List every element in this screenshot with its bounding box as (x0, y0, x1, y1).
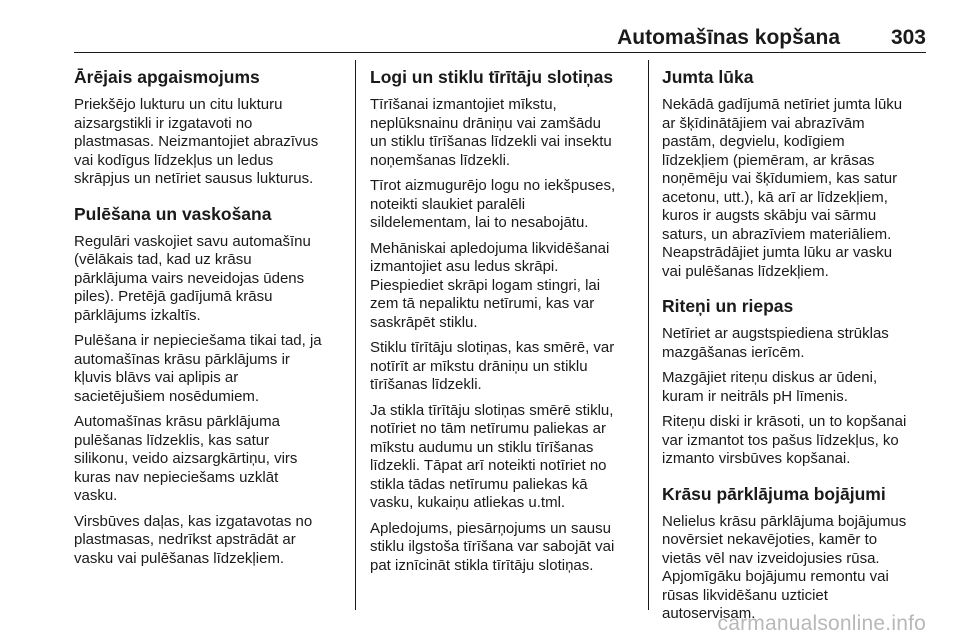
paragraph: Mehāniskai apledojuma likvidēšanai izmantojiet asu ledus skrāpi. Piespiediet skrāpi logam stingri, lai zem tā nepaliktu netīrumi, kas var saskrāpēt stiklu. (370, 239, 610, 331)
page-header (74, 0, 926, 53)
section-heading-windows-wipers: Logi un stiklu tīrītāju slotiņas (370, 67, 614, 87)
paragraph: Virsbūves daļas, kas izgatavotas no plastmasas, nedrīkst apstrādāt ar vasku vai pulēšanas līdzekļiem. (74, 512, 313, 567)
paragraph: Apledojums, piesārņojums un sausu stiklu ilgstoša tīrīšana var sabojāt vai pat iznīcināt stikla tīrītāju slotiņas. (370, 519, 615, 574)
column-divider (355, 60, 356, 610)
section-heading-exterior-lights: Ārējais apgaismojums (74, 67, 260, 87)
section-heading-polishing-waxing: Pulēšana un vaskošana (74, 203, 272, 224)
paragraph: Mazgājiet riteņu diskus ar ūdeni, kuram ir neitrāls pH līmenis. (662, 369, 878, 405)
column-right (662, 60, 926, 622)
paragraph: Tīrīšanai izmantojiet mīkstu, neplūksnainu drāniņu vai zamšādu un stiklu tīrīšanas līdzekli vai insektu noņemšanas līdzekli. (370, 96, 612, 169)
section-heading-wheels-tyres: Riteņi un riepas (662, 296, 794, 316)
paragraph: Nekādā gadījumā netīriet jumta lūku ar šķīdinātājiem vai abrazīvām pastām, degvielu, kodīgiem līdzekļiem (piemēram, ar krāsas noņēmēju vai šķīdumiem, kas satur acetonu, utt.), kā arī ar līdzekļiem, kuros ir augsts skābju vai sārmu saturs, un abrazīviem materiāliem. Neapstrādājiet jumta lūku ar vasku vai pulēšanas līdzekļiem. (662, 96, 903, 280)
paragraph: Pulēšana ir nepieciešama tikai tad, ja automašīnas krāsu pārklājums ir kļuvis blāvs vai aplipis ar sacietējušiem nosēdumiem. (74, 332, 322, 405)
paragraph: Regulāri vaskojiet savu automašīnu (vēlākais tad, kad uz krāsu pārklājuma vairs neveidojas ūdens piles). Pretējā gadījumā krāsu pārklājums izkaltīs. (74, 232, 311, 324)
section-heading-sunroof: Jumta lūka (662, 67, 754, 87)
paragraph: Netīriet ar augstspiediena strūklas mazgāšanas ierīcēm. (662, 325, 889, 361)
watermark: carmanualsonline.info (717, 612, 926, 635)
column-left (74, 60, 348, 612)
paragraph: Priekšējo lukturu un citu lukturu aizsargstikli ir izgatavoti no plastmasas. Neizmantojiet abrazīvus vai kodīgus līdzekļus un ledus skrāpjus un netīriet sausus lukturus. (74, 96, 319, 187)
paragraph: Automašīnas krāsu pārklājuma pulēšanas līdzeklis, kas satur silikonu, veido aizsargkārtiņu, virs kuras nav nepieciešams uzklāt vasku. (74, 413, 298, 504)
paragraph: Stiklu tīrītāju slotiņas, kas smērē, var notīrīt ar mīkstu drāniņu un stiklu tīrīšanas līdzekli. (370, 339, 615, 393)
paragraph: Ja stikla tīrītāju slotiņas smērē stiklu, notīriet no tām netīrumu paliekas ar mīkstu audumu un stiklu tīrīšanas līdzekli. Tāpat arī noteikti notīriet no stikla tādas netīrumu paliekas kā vasku, kukaiņu atliekas u.tml. (370, 401, 614, 511)
paragraph: Tīrot aizmugurējo logu no iekšpuses, noteikti slaukiet paralēli sildelementam, lai to nesabojātu. (370, 177, 616, 231)
column-middle (370, 60, 634, 612)
column-divider (648, 60, 649, 610)
page-number: 303 (890, 26, 926, 49)
paragraph: Nelielus krāsu pārklājuma bojājumus novērsiet nekavējoties, kamēr to vietās vēl nav izveidojusies rūsa. Apjomīgāku bojājumu remontu vai rūsas likvidēšanu uzticiet autoservisam. (662, 512, 907, 622)
paragraph: Riteņu diski ir krāsoti, un to kopšanai var izmantot tos pašus līdzekļus, ko izmanto virsbūves kopšanai. (662, 413, 907, 467)
page-title: Automašīnas kopšana (617, 26, 840, 49)
section-heading-paint-damage: Krāsu pārklājuma bojājumi (662, 483, 886, 504)
